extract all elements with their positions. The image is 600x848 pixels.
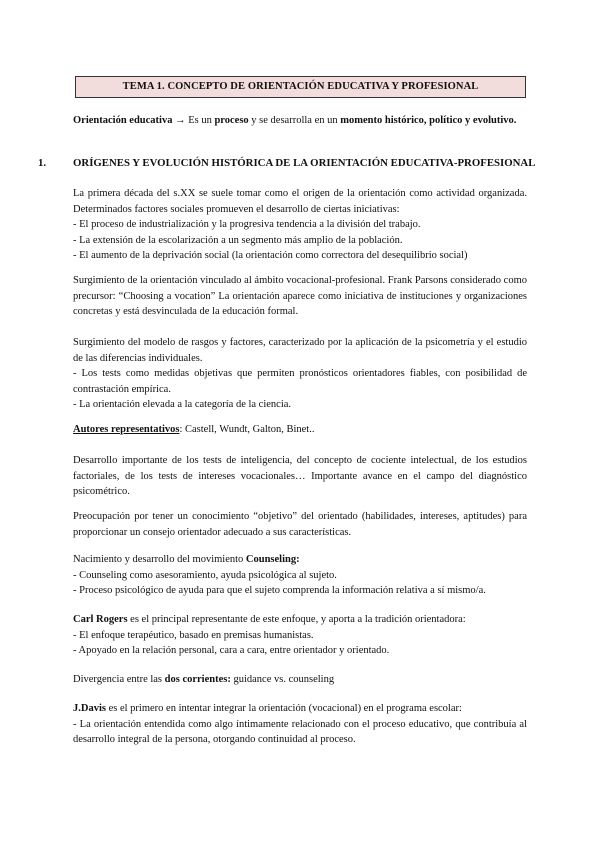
list-item: - La orientación entendida como algo íntimamente relacionado con el proceso educativo, que contribuía al desarrollo integral de la persona, otorgando continuidad al proceso.	[73, 718, 527, 745]
term-momento: momento histórico, político y evolutivo.	[340, 115, 517, 126]
paragraph-text-2: guidance vs. counseling	[230, 674, 335, 685]
term-counseling: Counseling:	[245, 554, 300, 565]
list-item: - El proceso de industrialización y la progresiva tendencia a la división del trabajo.	[73, 219, 421, 230]
term-proceso: proceso	[214, 115, 249, 126]
section-number: 1.	[38, 157, 47, 169]
term-dos-corrientes: dos corrientes:	[164, 674, 231, 685]
paragraph-counseling	[73, 552, 527, 599]
term-carl-rogers: Carl Rogers	[73, 614, 128, 625]
intro-text-1: Es un	[185, 115, 215, 126]
paragraph-text: Nacimiento y desarrollo del movimiento	[73, 554, 246, 565]
intro-text-2: y se desarrolla en un	[248, 115, 341, 126]
list-item: - Los tests como medidas objetivas que permiten pronósticos orientadores fiables, con posibilidad de contrastación empírica.	[73, 368, 527, 395]
paragraph-text: Preocupación por tener un conocimiento “objetivo” del orientado (habilidades, intereses, aptitudes) para proporcionar un consejo orientador adecuado a sus características.	[73, 511, 527, 538]
paragraph-knowledge	[73, 509, 527, 540]
arrow-icon: →	[175, 115, 186, 126]
paragraph-traits-factors	[73, 335, 527, 413]
paragraph-text: Surgimiento del modelo de rasgos y factores, caracterizado por la aplicación de la psicometría y el estudio de las diferencias individuales.	[73, 337, 527, 364]
authors-label: Autores representativos	[73, 424, 180, 435]
paragraph-text: Desarrollo importante de los tests de inteligencia, del concepto de cociente intelectual, de los estudios factoriales, de los tests de intereses vocacionales… Importante avance en el campo del diagnóstico psicométrico.	[73, 455, 527, 497]
paragraph-text: Divergencia entre las	[73, 674, 165, 685]
list-item: - Proceso psicológico de ayuda para que el sujeto comprenda la información relativa a sí mismo/a.	[73, 585, 486, 596]
paragraph-tests	[73, 453, 527, 500]
list-item: - La orientación elevada a la categoría de la ciencia.	[73, 399, 292, 410]
term-j-davis: J.Davis	[73, 703, 106, 714]
document-title: TEMA 1. CONCEPTO DE ORIENTACIÓN EDUCATIVA Y PROFESIONAL	[75, 76, 526, 98]
list-item: - Apoyado en la relación personal, cara a cara, entre orientador y orientado.	[73, 645, 390, 656]
paragraph-text: es el primero en intentar integrar la orientación (vocacional) en el programa escolar:	[105, 703, 462, 714]
paragraph-text: La primera década del s.XX se suele tomar como el origen de la orientación como actividad organizada. Determinados factores sociales promueven el desarrollo de ciertas iniciativas:	[73, 188, 527, 215]
paragraph-text: Surgimiento de la orientación vinculado al ámbito vocacional-profesional. Frank Parsons considerado como precursor: “Choosing a vocation” La orientación aparece como iniciativa de instituciones y organizaciones concretas y está desvinculada de la educación formal.	[73, 275, 527, 317]
list-item: - Counseling como asesoramiento, ayuda psicológica al sujeto.	[73, 569, 337, 581]
paragraph-vocational	[73, 273, 527, 320]
paragraph-divergence	[73, 672, 527, 688]
list-item: - El enfoque terapéutico, basado en premisas humanistas.	[73, 629, 314, 641]
list-item: - El aumento de la deprivación social (la orientación como correctora del desequilibrio social)	[73, 250, 468, 261]
section-title: ORÍGENES Y EVOLUCIÓN HISTÓRICA DE LA ORIENTACIÓN EDUCATIVA-PROFESIONAL	[73, 157, 536, 169]
list-item: - La extensión de la escolarización a un segmento más amplio de la población.	[73, 234, 403, 246]
paragraph-davis	[73, 701, 527, 748]
section-heading	[38, 156, 558, 172]
paragraph-rogers	[73, 612, 527, 659]
authors-list: : Castell, Wundt, Galton, Binet..	[179, 424, 315, 435]
paragraph-origins	[73, 186, 527, 264]
term-orientacion-educativa: Orientación educativa	[73, 115, 173, 126]
paragraph-authors	[73, 422, 527, 438]
paragraph-text: es el principal representante de este enfoque, y aporta a la tradición orientadora:	[127, 614, 466, 625]
intro-paragraph	[73, 113, 527, 129]
